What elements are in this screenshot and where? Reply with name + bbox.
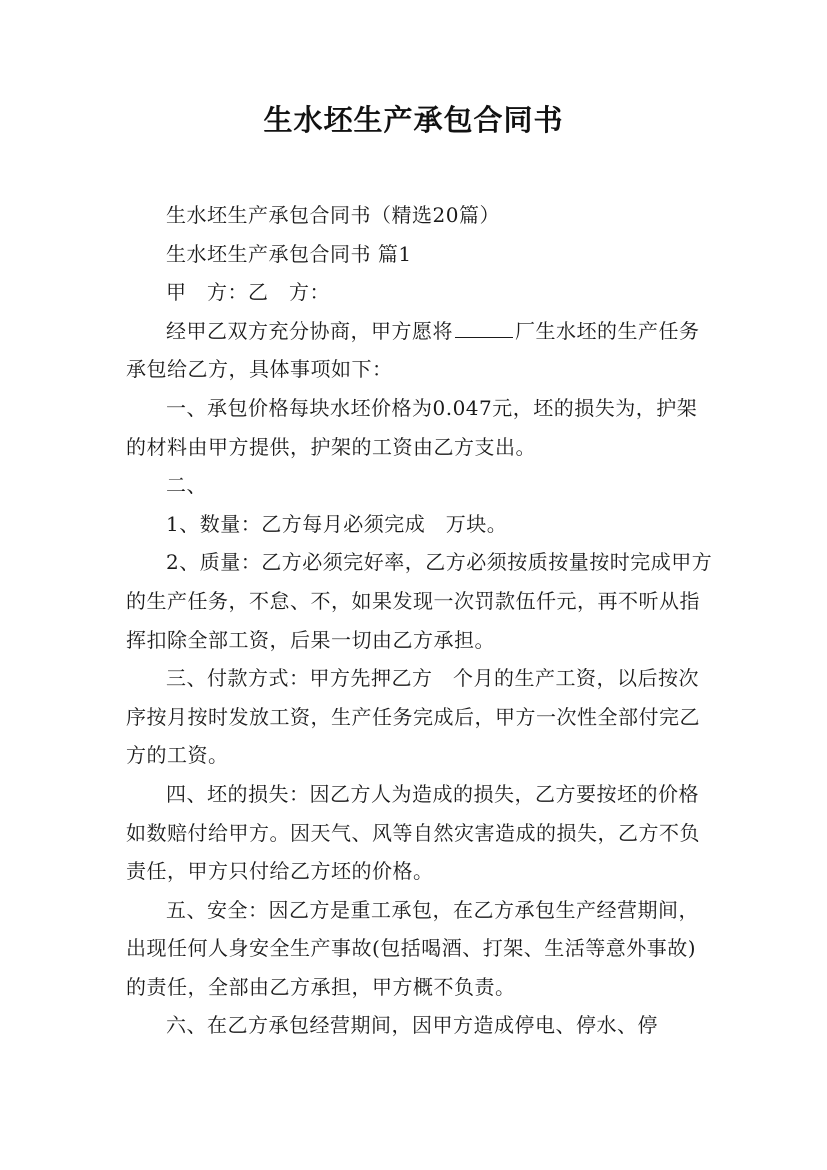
paragraph-subtitle: 生水坯生产承包合同书（精选20篇） bbox=[166, 203, 500, 227]
document-title: 生水坯生产承包合同书 bbox=[263, 103, 564, 137]
paragraph-parties: 甲 方：乙 方： bbox=[166, 280, 330, 305]
paragraph-section-heading: 生水坯生产承包合同书 篇1 bbox=[166, 241, 412, 266]
paragraph-clause-5: 五、安全：因乙方是重工承包，在乙方承包生产经营期间，出现任何人身安全生产事故(包括喝酒、打架、生活等意外事故)的责任，全部由乙方承担，甲方概不负责。 bbox=[126, 897, 699, 999]
paragraph-clause-2-2: 2、质量：乙方必须完好率，乙方必须按质按量按时完成甲方的生产任务，不怠、不，如果发现一次罚款伍仟元，再不听从指挥扣除全部工资，后果一切由乙方承担。 bbox=[126, 550, 713, 652]
paragraph-clause-1: 一、承包价格每块水坯价格为0.047元，坯的损失为，护架的材料由甲方提供，护架的工资由乙方支出。 bbox=[126, 395, 698, 459]
fill-in-blank-line bbox=[455, 319, 513, 338]
paragraph-clause-3: 三、付款方式：甲方先押乙方 个月的生产工资，以后按次序按月按时发放工资，生产任务完成后，甲方一次性全部付完乙方的工资。 bbox=[126, 666, 700, 768]
paragraph-clause-6: 六、在乙方承包经营期间，因甲方造成停电、停水、停 bbox=[166, 1013, 658, 1038]
paragraph-intro-rest: 厂生水坯的生产任务承包给乙方，具体事项如下： bbox=[126, 318, 700, 382]
paragraph-intro-lead: 经甲乙双方充分协商，甲方愿将 bbox=[166, 318, 453, 343]
document-body bbox=[126, 196, 716, 1045]
paragraph-clause-4: 四、坯的损失：因乙方人为造成的损失，乙方要按坯的价格如数赔付给甲方。因天气、风等自然灾害造成的损失，乙方不负责任，甲方只付给乙方坯的价格。 bbox=[126, 781, 700, 884]
paragraph-intro bbox=[126, 312, 716, 389]
paragraph-clause-2-1: 1、数量：乙方每月必须完成 万块。 bbox=[166, 511, 508, 536]
paragraph-clause-2: 二、 bbox=[166, 473, 207, 498]
